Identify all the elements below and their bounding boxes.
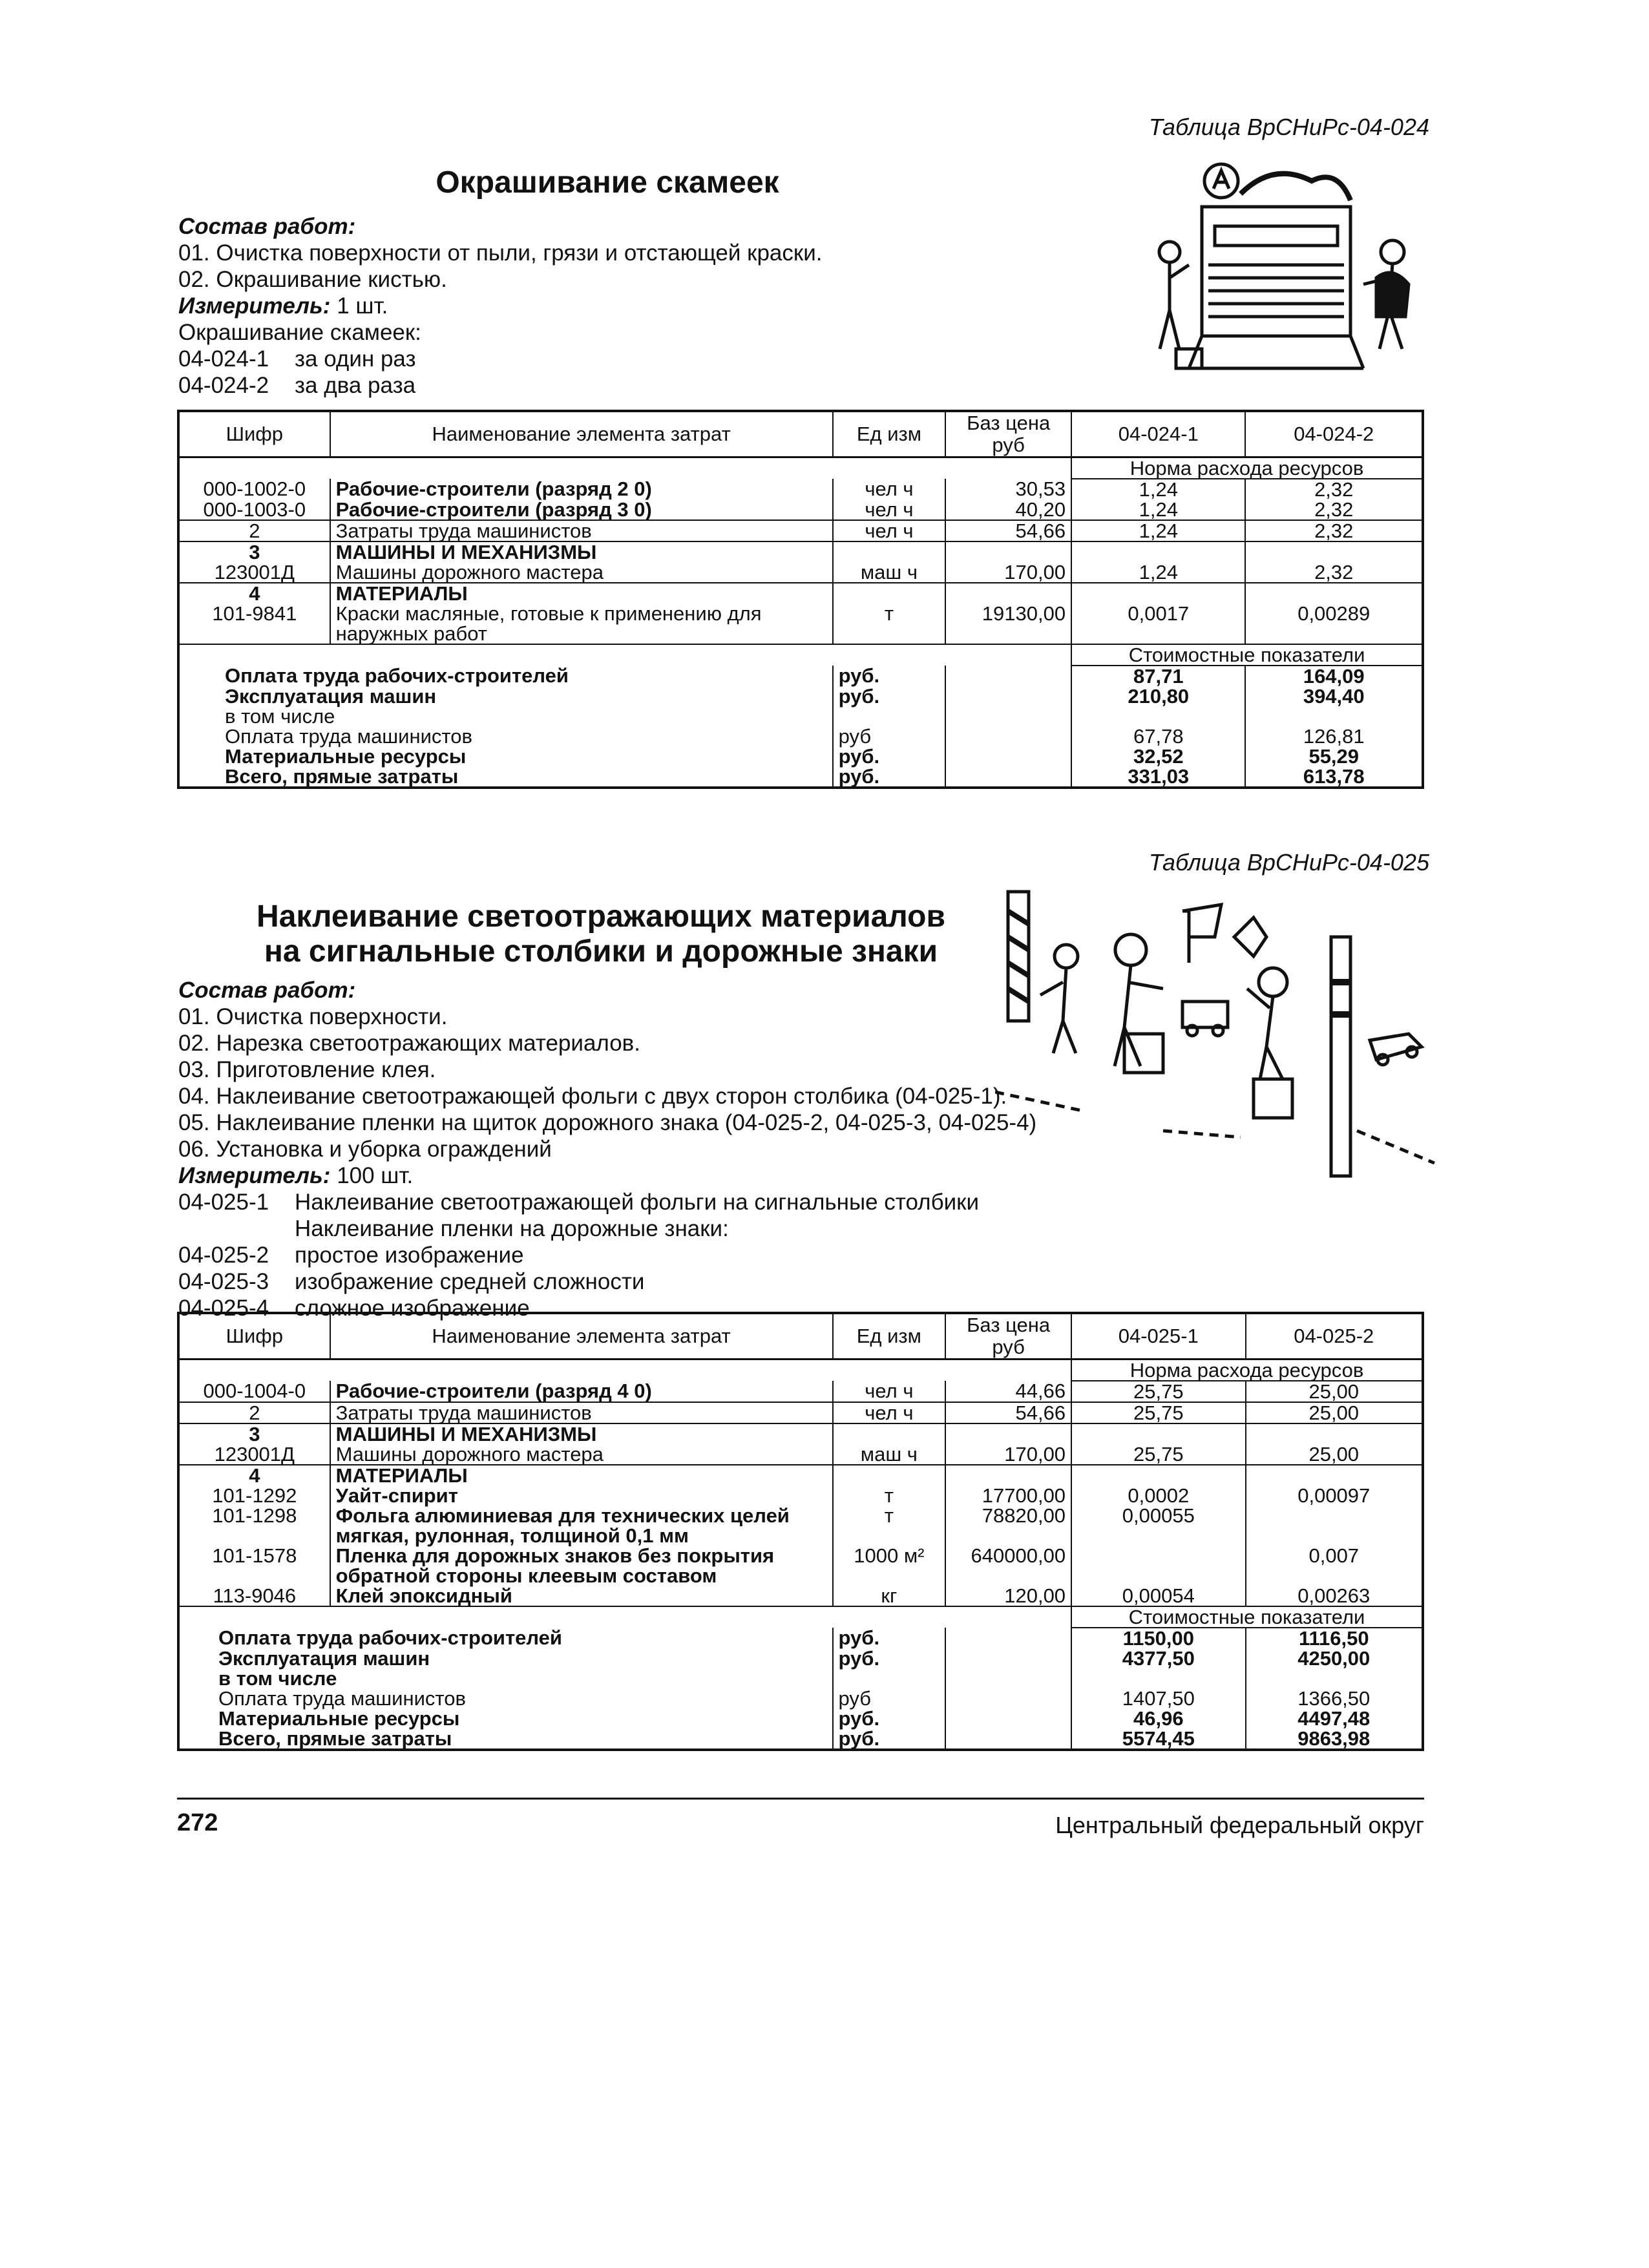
variant-code: 04-025-3: [178, 1269, 269, 1294]
col-header-price: Баз цена руб: [945, 411, 1071, 457]
cost-row: Оплата труда рабочих-строителей руб. 87,71 164,09: [178, 666, 1423, 686]
step: 03. Приготовление клея.: [178, 1057, 436, 1082]
cost-row: Оплата труда машинистов руб 67,78 126,81: [178, 726, 1423, 746]
resource-table-1: [177, 410, 1424, 789]
table-caption-1: Таблица ВрСНиРс-04-024: [1148, 114, 1429, 140]
variant-code: 04-024-1: [178, 346, 269, 372]
table-row: 000-1004-0 Рабочие-строители (разряд 4 0) чел ч 44,66 25,75 25,00: [178, 1381, 1423, 1402]
table-row: 101-1298 Фольга алюминиевая для технических целей мягкая, рулонная, толщиной 0,1 мм т 78820,00 0,00055: [178, 1506, 1423, 1546]
table-row: 101-1578 Пленка для дорожных знаков без покрытия обратной стороны клеевым составом 1000 м² 640000,00 0,007: [178, 1546, 1423, 1586]
section-title-2: Наклеивание светоотражающих материалов на сигнальные столбики и дорожные знаки: [257, 899, 945, 969]
cost-label: Стоимостные показатели: [1071, 644, 1423, 666]
resource-table-2: [177, 1312, 1424, 1751]
composition-block-1: [178, 213, 822, 399]
page-number: 272: [177, 1809, 218, 1836]
footer-region: Центральный федеральный округ: [1055, 1812, 1424, 1838]
step: 02. Нарезка светоотражающих материалов.: [178, 1031, 641, 1056]
measure-value: 1 шт.: [337, 293, 388, 319]
col-header-variant-2: 04-024-2: [1245, 411, 1423, 457]
col-header-cipher: Шифр: [178, 411, 330, 457]
cost-row: Оплата труда машинистов руб 1407,50 1366,50: [178, 1688, 1423, 1708]
norm-label: Норма расхода ресурсов: [1071, 1360, 1423, 1381]
variant-code: 04-025-4: [178, 1296, 269, 1321]
variant-text: за два раза: [295, 373, 416, 398]
table-row: 3 МАШИНЫ И МЕХАНИЗМЫ: [178, 541, 1423, 562]
table-row: 3 МАШИНЫ И МЕХАНИЗМЫ: [178, 1423, 1423, 1444]
step: 05. Наклеивание пленки на щиток дорожного знака (04-025-2, 04-025-3, 04-025-4): [178, 1110, 1037, 1135]
table-row: 4 МАТЕРИАЛЫ: [178, 583, 1423, 604]
step: 01. Очистка поверхности от пыли, грязи и отстающей краски.: [178, 240, 823, 266]
measure-label: Измеритель:: [178, 1163, 331, 1188]
col-header-variant-1: 04-024-1: [1071, 411, 1245, 457]
variant-code: 04-025-2: [178, 1243, 269, 1268]
cost-row: Всего, прямые затраты руб. 5574,45 9863,98: [178, 1728, 1423, 1750]
cost-label: Стоимостные показатели: [1071, 1606, 1423, 1628]
table-row: 123001Д Машины дорожного мастера маш ч 170,00 1,24 2,32: [178, 562, 1423, 583]
bench-painting-illustration: [1144, 155, 1428, 388]
step: 04. Наклеивание светоотражающей фольги с двух сторон столбика (04-025-1).: [178, 1084, 1007, 1109]
table-row: 4 МАТЕРИАЛЫ: [178, 1465, 1423, 1486]
col-header-variant-2: 04-025-2: [1246, 1313, 1423, 1360]
section-title-1: Окрашивание скамеек: [436, 165, 779, 200]
table-row: 2 Затраты труда машинистов чел ч 54,66 1,24 2,32: [178, 520, 1423, 541]
table-row: 000-1002-0 Рабочие-строители (разряд 2 0) чел ч 30,53 1,24 2,32: [178, 479, 1423, 499]
variant-code: 04-025-1: [178, 1190, 269, 1215]
measure-value: 100 шт.: [337, 1163, 414, 1188]
step: 02. Окрашивание кистью.: [178, 267, 447, 292]
step: 06. Установка и уборка ограждений: [178, 1137, 552, 1162]
col-header-variant-1: 04-025-1: [1071, 1313, 1245, 1360]
variant-text: простое изображение: [295, 1243, 524, 1268]
cost-row: Материальные ресурсы руб. 32,52 55,29: [178, 746, 1423, 766]
cost-row: Эксплуатация машин руб. 210,80 394,40: [178, 686, 1423, 706]
measure-label: Измеритель:: [178, 293, 331, 319]
col-header-unit: Ед изм: [833, 1313, 946, 1360]
col-header-name: Наименование элемента затрат: [330, 1313, 833, 1360]
variant-text: за один раз: [295, 346, 416, 372]
composition-block-2: [178, 977, 1036, 1321]
cost-row: в том числе: [178, 706, 1423, 726]
norm-label: Норма расхода ресурсов: [1071, 457, 1423, 479]
cost-row: Материальные ресурсы руб. 46,96 4497,48: [178, 1708, 1423, 1728]
table-row: 000-1003-0 Рабочие-строители (разряд 3 0) чел ч 40,20 1,24 2,32: [178, 499, 1423, 520]
cost-row: Оплата труда рабочих-строителей руб. 1150,00 1116,50: [178, 1628, 1423, 1648]
cost-row: Эксплуатация машин руб. 4377,50 4250,00: [178, 1648, 1423, 1668]
step: 01. Очистка поверхности.: [178, 1004, 448, 1029]
composition-label: Состав работ:: [178, 214, 356, 239]
col-header-price: Баз цена руб: [945, 1313, 1071, 1360]
subtitle: Окрашивание скамеек:: [178, 320, 421, 345]
col-header-unit: Ед изм: [833, 411, 946, 457]
table-row: 2 Затраты труда машинистов чел ч 54,66 25,75 25,00: [178, 1402, 1423, 1423]
col-header-cipher: Шифр: [178, 1313, 330, 1360]
table-row: 101-9841 Краски масляные, готовые к применению для наружных работ т 19130,00 0,0017 0,00289: [178, 604, 1423, 644]
variant-text: Наклеивание светоотражающей фольги на сигнальные столбики: [295, 1190, 980, 1215]
composition-label: Состав работ:: [178, 978, 356, 1003]
reflective-sign-illustration: [995, 885, 1447, 1182]
footer-divider: [177, 1798, 1424, 1800]
variant-text: сложное изображение: [295, 1296, 530, 1321]
col-header-name: Наименование элемента затрат: [330, 411, 833, 457]
cost-row: Всего, прямые затраты руб. 331,03 613,78: [178, 766, 1423, 788]
table-caption-2: Таблица ВрСНиРс-04-025: [1148, 849, 1429, 876]
subtitle: Наклеивание пленки на дорожные знаки:: [295, 1216, 729, 1241]
table-row: 123001Д Машины дорожного мастера маш ч 170,00 25,75 25,00: [178, 1444, 1423, 1465]
table-row: 113-9046 Клей эпоксидный кг 120,00 0,00054 0,00263: [178, 1586, 1423, 1606]
variant-code: 04-024-2: [178, 373, 269, 398]
cost-row: в том числе: [178, 1668, 1423, 1688]
variant-text: изображение средней сложности: [295, 1269, 645, 1294]
table-row: 101-1292 Уайт-спирит т 17700,00 0,0002 0,00097: [178, 1486, 1423, 1506]
